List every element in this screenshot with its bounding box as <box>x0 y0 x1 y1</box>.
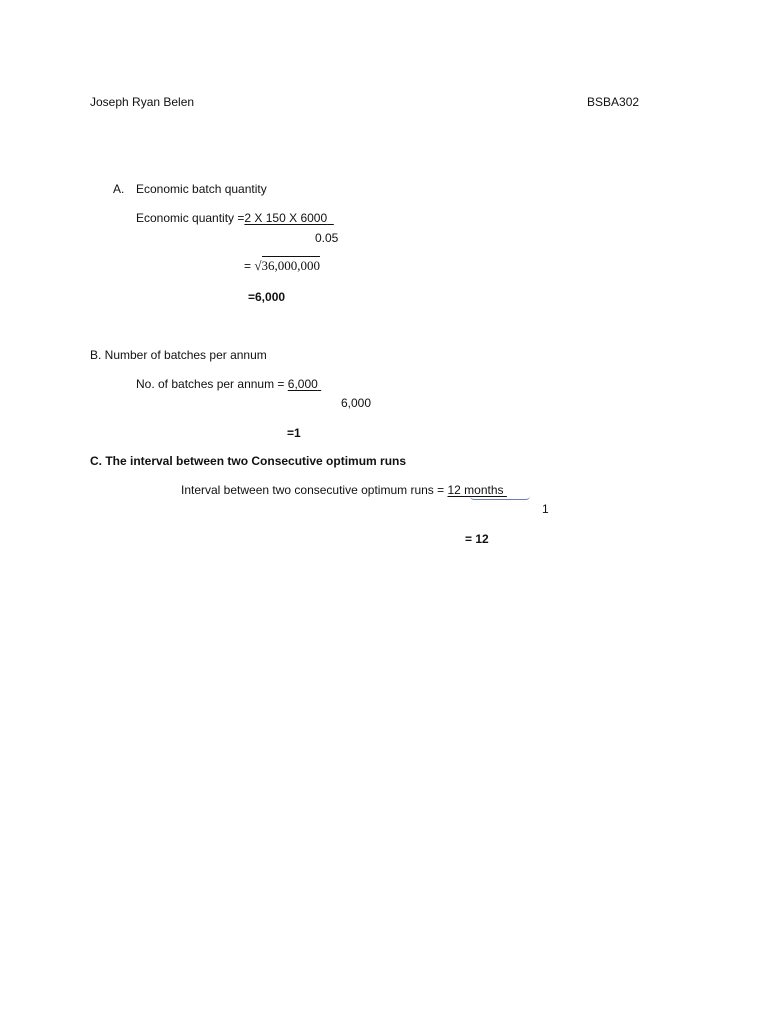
sqrt-value: 36,000,000 <box>261 258 320 273</box>
section-a-label: A. <box>113 182 125 196</box>
batches-lhs: No. of batches per annum = <box>136 377 285 391</box>
economic-quantity-lhs: Economic quantity = <box>136 211 245 225</box>
interval-formula <box>181 483 507 497</box>
course-code: BSBA302 <box>587 95 640 109</box>
section-b-title: B. Number of batches per annum <box>90 348 267 362</box>
interval-denominator: 1 <box>542 502 549 516</box>
batches-numerator: 6,000 <box>287 377 318 391</box>
section-c-title: C. The interval between two Consecutive optimum runs <box>90 454 407 468</box>
spellcheck-underline <box>470 496 530 500</box>
sqrt-eq-sign: = <box>244 259 252 273</box>
section-b-result: =1 <box>287 426 301 440</box>
sqrt-icon: √ <box>254 258 262 273</box>
economic-quantity-label <box>136 211 334 225</box>
section-a-title: Economic batch quantity <box>136 182 267 196</box>
section-c-result: = 12 <box>465 532 489 546</box>
author-name: Joseph Ryan Belen <box>90 95 195 109</box>
batches-denominator: 6,000 <box>341 396 372 410</box>
economic-quantity-denominator: 0.05 <box>315 231 339 245</box>
section-a-result: =6,000 <box>248 290 286 304</box>
batches-formula <box>136 377 321 391</box>
economic-quantity-numerator: 2 X 150 X 6000 <box>244 211 328 225</box>
interval-lhs: Interval between two consecutive optimum runs = <box>181 483 445 497</box>
sqrt-equation <box>244 259 320 273</box>
interval-numerator: 12 months <box>447 483 504 497</box>
